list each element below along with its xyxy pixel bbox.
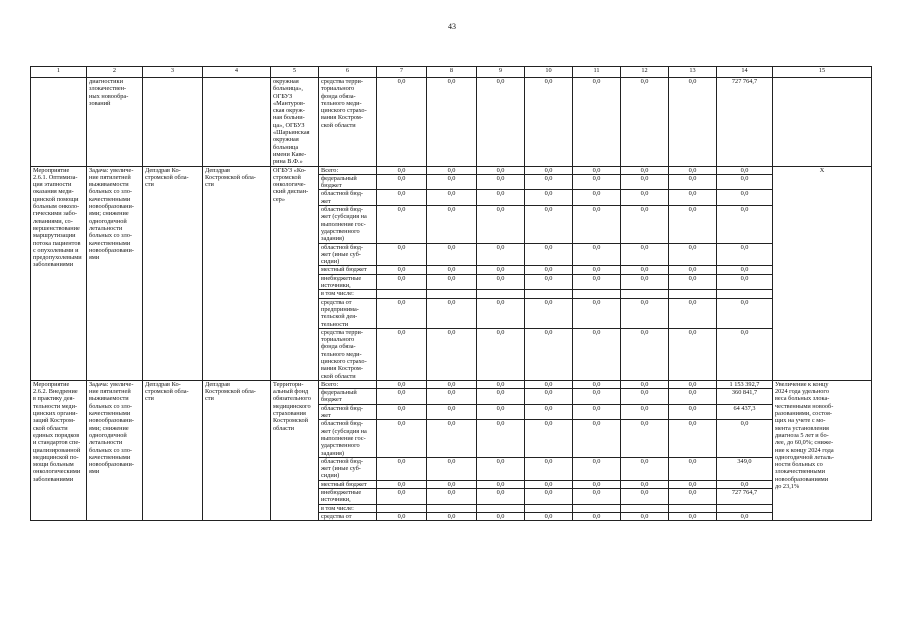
funding-source-cell: Всего: <box>319 166 377 174</box>
value-cell: 0,0 <box>717 206 773 243</box>
value-cell: 0,0 <box>525 404 573 420</box>
value-cell: 0,0 <box>573 512 621 520</box>
value-cell <box>573 290 621 298</box>
funding-source-cell: внебюджетные источники, <box>319 274 377 290</box>
value-cell: 0,0 <box>525 78 573 167</box>
col-header: 9 <box>477 67 525 78</box>
value-cell <box>477 290 525 298</box>
value-cell: 0,0 <box>377 489 427 505</box>
result-cell: X <box>773 166 872 380</box>
value-cell <box>621 504 669 512</box>
value-cell <box>717 504 773 512</box>
value-cell: 0,0 <box>477 380 525 388</box>
value-cell: 0,0 <box>573 166 621 174</box>
executor-cell <box>143 78 203 167</box>
value-cell: 0,0 <box>669 190 717 206</box>
value-cell <box>377 290 427 298</box>
value-cell: 0,0 <box>377 206 427 243</box>
value-cell: 0,0 <box>427 380 477 388</box>
col-header: 14 <box>717 67 773 78</box>
col-header: 11 <box>573 67 621 78</box>
value-cell: 0,0 <box>427 389 477 405</box>
value-cell: 0,0 <box>477 174 525 190</box>
value-cell: 0,0 <box>427 404 477 420</box>
value-cell: 0,0 <box>669 166 717 174</box>
col-header: 3 <box>143 67 203 78</box>
result-cell: Увеличение к концу 2024 года удельного веса больных злока- чественными новооб- разованиями, состоя- щих на учете с мо- мента установления диагноза 5 лет и бо- лее, до 60,0%; сниже- ние к концу 2024 года одногодичной леталь- ности больных со злокачественными новообразованиями до 23,1% <box>773 380 872 520</box>
value-cell: 0,0 <box>717 298 773 328</box>
value-cell <box>477 504 525 512</box>
value-cell: 0,0 <box>477 389 525 405</box>
value-cell: 0,0 <box>669 512 717 520</box>
col-header: 12 <box>621 67 669 78</box>
value-cell: 0,0 <box>427 78 477 167</box>
table-row <box>31 380 872 388</box>
value-cell: 0,0 <box>427 274 477 290</box>
value-cell: 0,0 <box>477 512 525 520</box>
result-cell <box>773 78 872 167</box>
value-cell: 0,0 <box>621 266 669 274</box>
participant-cell: ОГБУЗ «Ко- стромской онкологиче- ский диспан- сер» <box>271 166 319 380</box>
task-cell: диагностики злокачествен- ных новообра- зований <box>87 78 143 167</box>
col-header: 13 <box>669 67 717 78</box>
value-cell <box>525 290 573 298</box>
value-cell: 0,0 <box>669 328 717 380</box>
funding-source-cell: федеральный бюджет <box>319 174 377 190</box>
value-cell: 0,0 <box>525 489 573 505</box>
value-cell: 0,0 <box>525 420 573 457</box>
value-cell: 0,0 <box>427 328 477 380</box>
value-cell: 0,0 <box>669 489 717 505</box>
coexecutor-cell: Депздрав Костромской обла- сти <box>203 166 271 380</box>
coexecutor-cell <box>203 78 271 167</box>
task-cell: Задача: увеличе- ние пятилетней выживаемости больных со зло- качественными новообразовани- ями; снижение одногодичной летальности больных со зло- качественными новообразовани- ями <box>87 380 143 520</box>
funding-source-cell: областной бюд- жет (субсидия на выполнение гос- ударственного задания) <box>319 206 377 243</box>
funding-source-cell: средства терри- ториального фонда обяза- тельного меди- цинского страхо- вания Костром- ской области <box>319 328 377 380</box>
col-header: 5 <box>271 67 319 78</box>
col-header: 7 <box>377 67 427 78</box>
value-cell: 0,0 <box>427 512 477 520</box>
measure-cell <box>31 78 87 167</box>
value-cell: 0,0 <box>621 206 669 243</box>
value-cell: 0,0 <box>377 266 427 274</box>
value-cell: 0,0 <box>717 243 773 266</box>
value-cell: 0,0 <box>477 328 525 380</box>
measure-cell: Мероприятие 2.6.1. Оптимиза- ция этапности оказания меди- цинской помощи больным онколо- гическими забо- леваниями, со- вершенствование маршрутизации потока пациентов с опухолевыми и предопухолевыми заболеваниями <box>31 166 87 380</box>
value-cell: 0,0 <box>669 404 717 420</box>
participant-cell: Территори- альный фонд обязательного медицинского страхования Костромской области <box>271 380 319 520</box>
value-cell: 0,0 <box>621 78 669 167</box>
funding-source-cell: федеральный бюджет <box>319 389 377 405</box>
value-cell: 0,0 <box>573 298 621 328</box>
value-cell: 0,0 <box>427 489 477 505</box>
value-cell: 0,0 <box>477 206 525 243</box>
value-cell: 0,0 <box>573 274 621 290</box>
column-number-row <box>31 67 872 78</box>
page-number: 43 <box>448 22 456 31</box>
value-cell: 0,0 <box>573 420 621 457</box>
value-cell: 0,0 <box>525 389 573 405</box>
value-cell: 0,0 <box>573 243 621 266</box>
value-cell: 0,0 <box>377 78 427 167</box>
funding-source-cell: областной бюд- жет <box>319 404 377 420</box>
value-cell: 0,0 <box>427 298 477 328</box>
value-cell: 0,0 <box>717 166 773 174</box>
table-row <box>31 78 872 167</box>
col-header: 15 <box>773 67 872 78</box>
value-cell: 0,0 <box>427 420 477 457</box>
value-cell: 0,0 <box>669 174 717 190</box>
value-cell: 0,0 <box>377 389 427 405</box>
value-cell: 0,0 <box>573 404 621 420</box>
task-cell: Задача: увеличе- ние пятилетней выживаемости больных со зло- качественными новообразовани- ями; снижение одногодичной летальности больных со зло- качественными новообразовани- ями <box>87 166 143 380</box>
value-cell <box>525 504 573 512</box>
value-cell <box>573 504 621 512</box>
value-cell: 0,0 <box>669 298 717 328</box>
value-cell: 0,0 <box>525 174 573 190</box>
value-cell: 0,0 <box>525 266 573 274</box>
value-cell: 0,0 <box>621 404 669 420</box>
value-cell: 0,0 <box>377 380 427 388</box>
value-cell: 0,0 <box>669 78 717 167</box>
value-cell: 0,0 <box>525 190 573 206</box>
executor-cell: Депздрав Ко- стромской обла- сти <box>143 166 203 380</box>
value-cell: 0,0 <box>427 243 477 266</box>
value-cell: 0,0 <box>717 480 773 488</box>
table-row <box>31 166 872 174</box>
coexecutor-cell: Депздрав Костромской обла- сти <box>203 380 271 520</box>
value-cell: 727 764,7 <box>717 78 773 167</box>
funding-source-cell: областной бюд- жет (субсидия на выполнение гос- ударственного задания) <box>319 420 377 457</box>
funding-source-cell: местный бюджет <box>319 480 377 488</box>
col-header: 1 <box>31 67 87 78</box>
value-cell: 0,0 <box>477 78 525 167</box>
funding-source-cell: областной бюд- жет (иные суб- сидии) <box>319 457 377 480</box>
funding-source-cell: Всего: <box>319 380 377 388</box>
executor-cell: Депздрав Ко- стромской обла- сти <box>143 380 203 520</box>
value-cell: 0,0 <box>477 298 525 328</box>
value-cell: 0,0 <box>669 266 717 274</box>
funding-source-cell: областной бюд- жет (иные суб- сидии) <box>319 243 377 266</box>
value-cell: 0,0 <box>573 174 621 190</box>
value-cell: 0,0 <box>525 298 573 328</box>
funding-source-cell: средства от предпринима- тельской дея- тельности <box>319 298 377 328</box>
funding-source-cell: средства от <box>319 512 377 520</box>
value-cell: 0,0 <box>573 380 621 388</box>
value-cell: 0,0 <box>573 190 621 206</box>
value-cell: 0,0 <box>377 298 427 328</box>
value-cell: 0,0 <box>621 328 669 380</box>
value-cell: 0,0 <box>621 243 669 266</box>
value-cell: 0,0 <box>525 206 573 243</box>
value-cell: 0,0 <box>621 489 669 505</box>
value-cell: 0,0 <box>477 489 525 505</box>
value-cell: 0,0 <box>477 243 525 266</box>
value-cell: 0,0 <box>477 266 525 274</box>
measure-cell: Мероприятие 2.6.2. Внедрение в практику дея- тельности меди- цинских органи- заций Костром- ской области единых порядков и стандартов спе- циализированной медицинской по- мощи больным онкологическими заболеваниями <box>31 380 87 520</box>
value-cell: 0,0 <box>377 480 427 488</box>
value-cell: 0,0 <box>477 404 525 420</box>
value-cell <box>717 290 773 298</box>
value-cell: 0,0 <box>377 512 427 520</box>
value-cell: 0,0 <box>573 489 621 505</box>
value-cell: 0,0 <box>621 380 669 388</box>
value-cell: 0,0 <box>427 166 477 174</box>
value-cell: 0,0 <box>377 420 427 457</box>
value-cell: 0,0 <box>621 174 669 190</box>
value-cell: 0,0 <box>525 243 573 266</box>
value-cell: 0,0 <box>573 206 621 243</box>
value-cell: 0,0 <box>621 389 669 405</box>
value-cell: 0,0 <box>573 389 621 405</box>
value-cell: 0,0 <box>377 166 427 174</box>
value-cell: 0,0 <box>669 274 717 290</box>
value-cell: 0,0 <box>621 457 669 480</box>
col-header: 2 <box>87 67 143 78</box>
value-cell: 0,0 <box>377 190 427 206</box>
funding-source-cell: местный бюджет <box>319 266 377 274</box>
value-cell: 0,0 <box>427 190 477 206</box>
value-cell: 0,0 <box>427 174 477 190</box>
value-cell: 0,0 <box>573 457 621 480</box>
value-cell: 0,0 <box>377 174 427 190</box>
value-cell: 0,0 <box>669 206 717 243</box>
value-cell: 0,0 <box>525 166 573 174</box>
value-cell: 0,0 <box>377 457 427 480</box>
value-cell: 0,0 <box>573 480 621 488</box>
budget-table <box>30 66 872 521</box>
value-cell: 0,0 <box>717 328 773 380</box>
value-cell: 0,0 <box>525 380 573 388</box>
value-cell: 0,0 <box>377 328 427 380</box>
value-cell <box>377 504 427 512</box>
value-cell: 0,0 <box>477 457 525 480</box>
value-cell: 64 437,3 <box>717 404 773 420</box>
value-cell: 0,0 <box>525 512 573 520</box>
value-cell <box>621 290 669 298</box>
participant-cell: окружная больница», ОГБУЗ «Мантуров- ская окруж- ная больни- ца», ОГБУЗ «Шарьинская окружная больница имени Каве- рина В.Ф.» <box>271 78 319 167</box>
value-cell: 0,0 <box>377 243 427 266</box>
value-cell: 349,0 <box>717 457 773 480</box>
col-header: 4 <box>203 67 271 78</box>
col-header: 6 <box>319 67 377 78</box>
value-cell: 0,0 <box>717 174 773 190</box>
value-cell: 0,0 <box>525 457 573 480</box>
value-cell: 0,0 <box>427 206 477 243</box>
value-cell <box>427 290 477 298</box>
value-cell <box>427 504 477 512</box>
value-cell: 0,0 <box>717 512 773 520</box>
value-cell: 0,0 <box>669 380 717 388</box>
value-cell: 0,0 <box>717 266 773 274</box>
value-cell: 0,0 <box>477 190 525 206</box>
funding-source-cell: в том числе: <box>319 504 377 512</box>
value-cell: 0,0 <box>525 274 573 290</box>
col-header: 10 <box>525 67 573 78</box>
value-cell: 0,0 <box>669 389 717 405</box>
value-cell: 0,0 <box>621 166 669 174</box>
value-cell: 0,0 <box>621 480 669 488</box>
value-cell: 1 153 392,7 <box>717 380 773 388</box>
value-cell: 0,0 <box>427 480 477 488</box>
funding-source-cell: областной бюд- жет <box>319 190 377 206</box>
value-cell: 0,0 <box>717 274 773 290</box>
value-cell: 727 764,7 <box>717 489 773 505</box>
value-cell: 0,0 <box>621 420 669 457</box>
value-cell: 0,0 <box>573 78 621 167</box>
value-cell: 0,0 <box>669 480 717 488</box>
funding-source-cell: внебюджетные источники, <box>319 489 377 505</box>
value-cell: 360 841,7 <box>717 389 773 405</box>
value-cell <box>669 504 717 512</box>
value-cell: 0,0 <box>427 266 477 274</box>
value-cell: 0,0 <box>377 274 427 290</box>
col-header: 8 <box>427 67 477 78</box>
value-cell: 0,0 <box>621 512 669 520</box>
funding-source-cell: средства терри- ториального фонда обяза- тельного меди- цинского страхо- вания Костром- ской области <box>319 78 377 167</box>
value-cell: 0,0 <box>573 328 621 380</box>
value-cell: 0,0 <box>717 190 773 206</box>
value-cell: 0,0 <box>525 328 573 380</box>
value-cell: 0,0 <box>621 274 669 290</box>
value-cell: 0,0 <box>377 404 427 420</box>
value-cell: 0,0 <box>621 190 669 206</box>
value-cell: 0,0 <box>477 480 525 488</box>
funding-source-cell: в том числе: <box>319 290 377 298</box>
value-cell: 0,0 <box>669 420 717 457</box>
value-cell: 0,0 <box>477 166 525 174</box>
value-cell: 0,0 <box>621 298 669 328</box>
value-cell: 0,0 <box>477 274 525 290</box>
value-cell <box>669 290 717 298</box>
value-cell: 0,0 <box>669 457 717 480</box>
value-cell: 0,0 <box>717 420 773 457</box>
value-cell: 0,0 <box>669 243 717 266</box>
value-cell: 0,0 <box>427 457 477 480</box>
value-cell: 0,0 <box>573 266 621 274</box>
value-cell: 0,0 <box>525 480 573 488</box>
value-cell: 0,0 <box>477 420 525 457</box>
